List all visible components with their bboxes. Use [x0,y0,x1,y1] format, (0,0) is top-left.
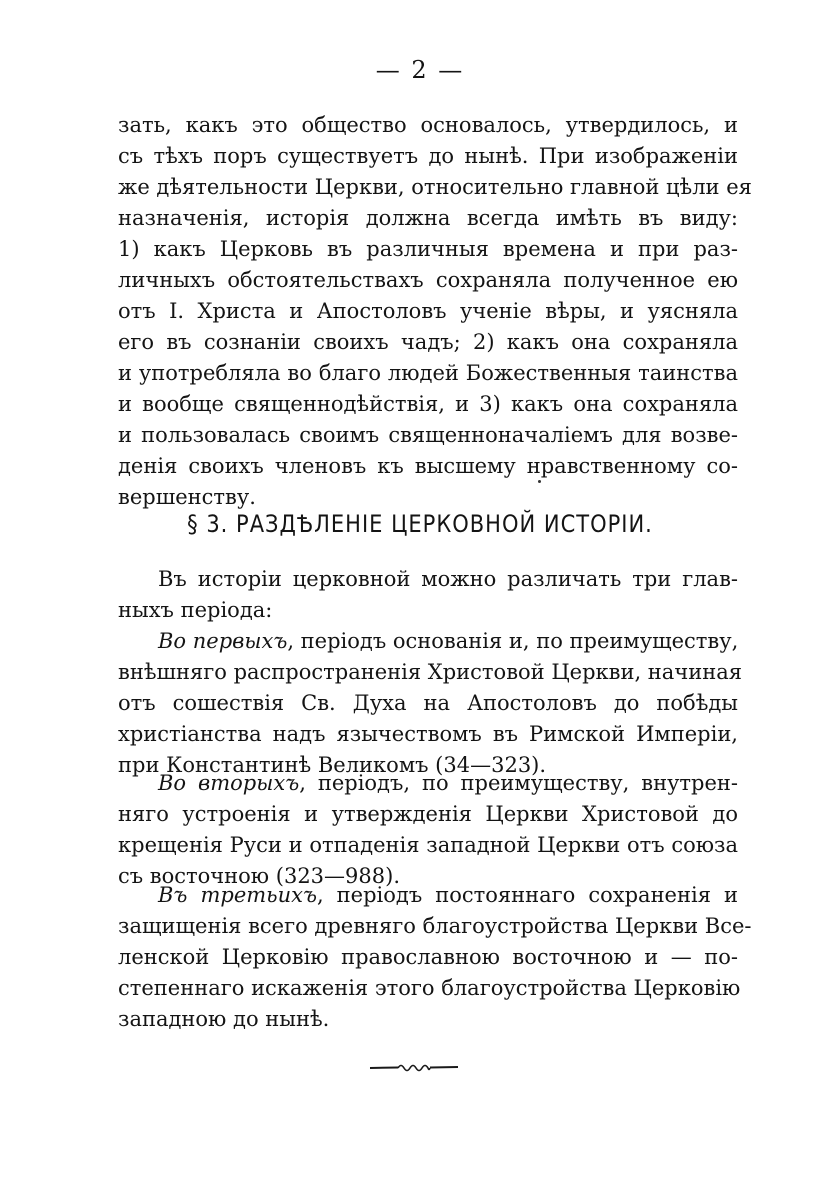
text-line: и вообще священнодѣйствія, и 3) какъ она сохраняла [118,392,738,416]
text-line: внѣшняго распространенія Христовой Церкви, начиная [118,660,742,684]
paragraph-periods-intro [118,564,738,626]
print-speck-icon [538,480,541,483]
text-line: съ восточною (323—988). [118,864,400,888]
paragraph-first-period [118,626,742,781]
text-line: зать, какъ это общество основалось, утвердилось, и [118,113,738,137]
text-line: денія своихъ членовъ къ высшему нравственному со- [118,454,738,478]
text-line: 1) какъ Церковь въ различныя времена и при раз- [118,237,738,261]
period-lead: Во первыхъ [158,629,288,653]
text-line: и пользовалась своимъ священноначаліемъ для возве- [118,423,738,447]
text-fragment: , періодъ основанія и, по преимуществу, [287,629,739,653]
text-line: вершенству. [118,485,256,509]
text-line: назначенія, исторія должна всегда имѣть въ виду: [118,206,738,230]
period-lead: Въ третьихъ [158,883,317,907]
text-line: защищенія всего древняго благоустройства Церкви Все- [118,914,752,938]
section-heading: § 3. РАЗДѢЛЕНІЕ ЦЕРКОВНОЙ ИСТОРІИ. [187,510,653,538]
tailpiece-ornament-icon [368,1060,460,1074]
text-line: ныхъ періода: [118,598,273,622]
text-line: при Константинѣ Великомъ (34—323). [118,753,547,777]
paragraph-second-period [118,768,738,892]
text-line: западною до нынѣ. [118,1007,330,1031]
text-line: отъ І. Христа и Апостоловъ ученіе вѣры, и уясняла [118,299,738,323]
text-line: ленской Церковію православною восточною и — по- [118,945,738,969]
text-line: отъ сошествія Св. Духа на Апостоловъ до побѣды [118,691,738,715]
text-line: Въ исторіи церковной можно различать три глав- [158,567,738,591]
text-line: личныхъ обстоятельствахъ сохраняла полученное ею [118,268,738,292]
text-line: христіанства надъ язычествомъ въ Римской Имперіи, [118,722,738,746]
text-line: крещенія Руси и отпаденія западной Церкви отъ союза [118,833,738,857]
page-number: — 2 — [375,56,465,84]
text-line: его въ сознаніи своихъ чадъ; 2) какъ она сохраняла [118,330,738,354]
text-fragment: , періодъ, по преимуществу, внутрен- [299,771,739,795]
text-line: же дѣятельности Церкви, относительно главной цѣли ея [118,175,752,199]
text-line: съ тѣхъ поръ существуетъ до нынѣ. При изображеніи [118,144,738,168]
text-line [118,880,738,911]
text-line: няго устроенія и утвержденія Церкви Христовой до [118,802,738,826]
paragraph-church-history-purpose [118,110,752,513]
text-line [118,768,738,799]
text-fragment: , періодъ постояннаго сохраненія и [316,883,738,907]
text-line: степеннаго искаженія этого благоустройства Церковію [118,976,741,1000]
text-line: и употребляла во благо людей Божественныя таинства [118,361,738,385]
text-line [118,626,738,657]
period-lead: Во вторыхъ [158,771,300,795]
paragraph-third-period [118,880,752,1035]
